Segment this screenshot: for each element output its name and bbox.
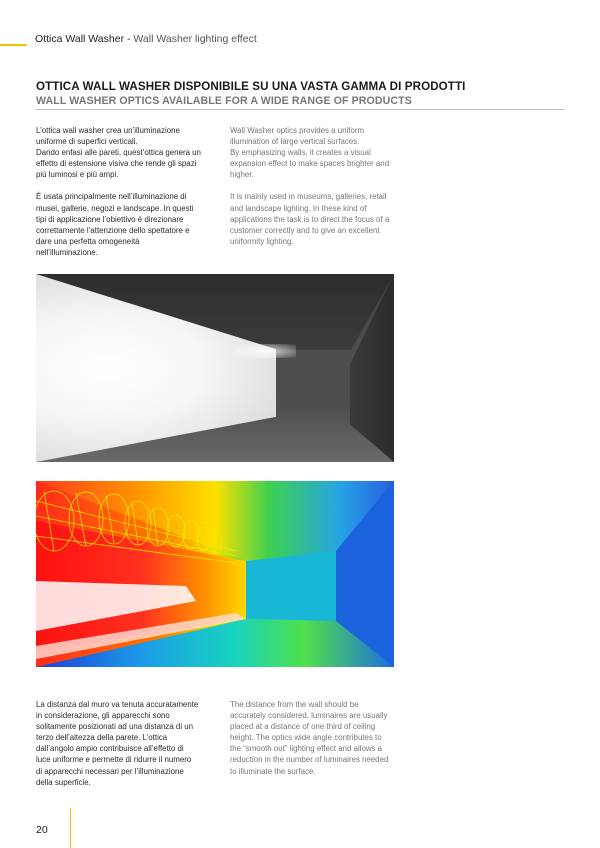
page-number-accent-line	[70, 808, 71, 848]
outro-italian-column	[36, 699, 221, 788]
wall-washer-room-photo	[36, 274, 394, 462]
false-color-illuminance-render	[36, 481, 394, 667]
running-header	[35, 33, 257, 45]
intro-italian-paragraph-1: L’ottica wall washer crea un’illuminazione uniforme di superfici verticali. Dando enfasi alle pareti, quest’ottica genera un effetto di estensione visiva che rende gli spazi più luminosi e più ampi.	[36, 126, 201, 180]
intro-english-paragraph-1: Wall Washer optics provides a uniform illumination of large vertical surfaces. By emphasizing walls, it creates a visual expansion effect to make spaces brighter and higher.	[230, 126, 390, 180]
intro-english-paragraph-2: It is mainly used in museums, galleries, retail and landscape lighting. In these kind of applications the task is to direct the focus of a customer correctly and to give an excellent uniformity lighting.	[230, 192, 390, 246]
section-title-english: WALL WASHER OPTICS AVAILABLE FOR A WIDE RANGE OF PRODUCTS	[36, 95, 412, 107]
running-header-topic: Wall Washer lighting effect	[133, 33, 257, 45]
outro-english-column	[230, 699, 420, 777]
outro-english-paragraph: The distance from the wall should be accurately considered, luminaires are usually placed at a distance of one third of ceiling height. The optics wide angle contributes to the “smooth out” lighting effect and allows a reduction in the number of luminaires needed to illuminate the surface.	[230, 700, 389, 776]
title-divider	[36, 109, 564, 110]
header-accent-line	[0, 44, 27, 46]
intro-english-column	[230, 125, 420, 247]
page-number: 20	[36, 824, 48, 836]
intro-italian-column	[36, 125, 221, 258]
intro-italian-paragraph-2: È usata principalmente nell’illuminazione di musei, gallerie, negozi e landscape. In questi tipi di applicazione l’obiettivo è direzionare correttamente l’attenzione dello spettatore e dare una perfetta omogeneità nell’illuminazione.	[36, 192, 194, 257]
running-header-section: Ottica Wall Washer -	[35, 33, 134, 45]
outro-italian-paragraph: La distanza dal muro va tenuta accuratamente in considerazione, gli apparecchi sono solitamente posizionati ad una distanza di un terzo dell’altezza della parete. L’ottica dall’angolo ampio contribuisce all’effetto di luce uniforme e permette di ridurre il numero di apparecchi necessari per l’illuminazione della superficie.	[36, 700, 199, 787]
section-title-italian: OTTICA WALL WASHER DISPONIBILE SU UNA VASTA GAMMA DI PRODOTTI	[36, 80, 466, 93]
